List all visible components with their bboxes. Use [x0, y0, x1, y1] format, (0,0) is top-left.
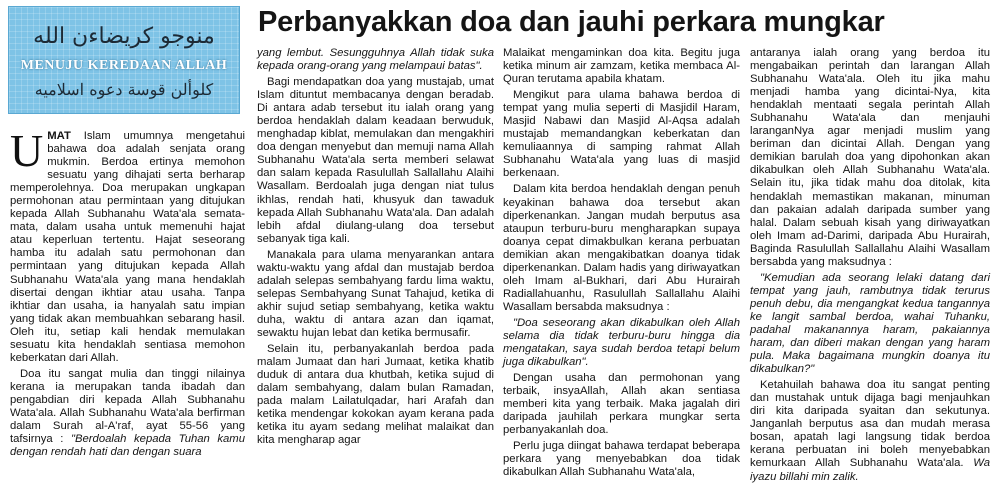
paragraph: Dalam kita berdoa hendaklah dengan penuh keyakinan bahawa doa tersebut akan diperkenankan. Jangan mudah berputus asa ataupun terburu-buru mengharapkan supaya doanya cepat dimakbulkan kerana perbuatan demikian akan mengakibatkan doanya tidak diperkenankan. Dalam hadis yang diriwayatkan oleh Imam al-Bukhari, dari Abu Hurairah Radiallahuanhu, Rasulullah Sallallahu Alaihi Wasallam bersabda maksudnya :: [503, 183, 740, 313]
paragraph-text: Islam umumnya mengetahui bahawa doa adalah senjata orang mukmin. Berdoa ertinya memohon sesuatu yang dihajati serta berharap memperolehnya. Doa merupakan ungkapan permohonan atau permintaan yang ditujukan kepada Allah Subhanahu Wata'ala semata-mata, dalam usaha untuk memenuhi hajat atau keperluan tertentu. Hajat seseorang hamba itu adalah satu permohonan dan permintaan yang ditujukan kepada Allah Subhanahu Wata'ala yang mana hendaklah disertai dengan ikhtiar atau usaha. Tanpa ikhtiar dan usaha, ia hanyalah satu impian yang tidak akan membuahkan sebarang hasil. Oleh itu, setiap kali hendak memulakan sesuatu kita hendaklah sentiasa memohon keberkatan dari Allah.: [10, 130, 246, 364]
quote-text: "Kemudian ada seorang lelaki datang dari tempat yang jauh, rambutnya tidak terurus penuh debu, dia mengangkat kedua tangannya ke langit sambal berdoa, wahai Tuhanku, padahal makanannya haram, pakaiannya haram, dan diberi makan dengan yang haram pula. Maka bagaimana mungkin doanya itu dikabulkan?": [750, 271, 990, 376]
closing-phrase: Wa iyazu billahi min zalik.: [750, 457, 990, 483]
quote-text: yang lembut. Sesungguhnya Allah tidak suka kepada orang-orang yang melampaui batas".: [257, 47, 494, 73]
paragraph: antaranya ialah orang yang berdoa itu mengabaikan perintah dan larangan Allah Subhanahu Wata'ala. Oleh itu jika mahu menjadi hamba yang dicintai-Nya, kita hendaklah mentaati segala perintah Allah Subhanahu Wata'ala dan menjauhi laranganNya agar menjadi muslim yang beriman dan dicintai Allah. Dengan yang demikian barulah doa yang dipohonkan akan dikabulkan oleh Allah Subhanahu Wata'ala. Selain itu, jika tidak mahu doa ditolak, kita hendaklah memastikan makanan, minuman dan pakaian adalah daripada sumber yang halal. Dalam sebuah kisah yang diriwayatkan oleh Imam ad-Darimi, daripada Abu Hurairah, Baginda Rasulullah Sallallahu Alaihi Wasallam bersabda yang maksudnya :: [750, 47, 990, 268]
article-headline: Perbanyakkan doa dan jauhi perkara mungkar: [258, 6, 885, 38]
drop-cap: U: [10, 125, 44, 176]
paragraph: Malaikat mengaminkan doa kita. Begitu juga ketika minum air zamzam, ketika membaca Al-Quran terutama apabila khatam.: [503, 47, 740, 86]
paragraph: Bagi mendapatkan doa yang mustajab, umat Islam dituntut membacanya dengan beradab. Di antara adab tersebut itu ialah orang yang berdoa hendaklah dalam keadaan berwuduk, menghadap kiblat, memulakan dan mengakhiri doa dengan menyebut dan memuji nama Allah Subhanahu Wata'ala serta memberi selawat dan salam kepada Rasulullah Sallallahu Alaihi Wasallam. Berdoalah juga dengan niat tulus ikhlas, rendah hati, khusyuk dan tawaduk kepada Allah Subhanahu Wata'ala. Dan adalah lebih afdal diulang-ulang doa tersebut sebanyak tiga kali.: [257, 76, 494, 245]
paragraph: [750, 379, 990, 483]
paragraph: Manakala para ulama menyarankan antara waktu-waktu yang afdal dan mustajab berdoa adalah selepas sembahyang fardu lima waktu, selepas Sembahyang Sunat Tahajud, ketika di akhir sujud setiap sembahyang, ketika waktu duha, waktu di antara azan dan iqamat, sewaktu hujan lebat dan ketika bermusafir.: [257, 248, 494, 339]
paragraph-text: Doa itu sangat mulia dan tinggi nilainya kerana ia merupakan tanda ibadah dan pengabdian diri kepada Allah Subhanahu Wata'ala. Allah Subhanahu Wata'ala berfirman dalam Surah al-A'raf, ayat 55-56 yang tafsirnya :: [10, 367, 245, 446]
paragraph: [10, 125, 246, 365]
paragraph: Mengikut para ulama bahawa berdoa di tempat yang mulia seperti di Masjidil Haram, Masjid Nabawi dan Masjid Al-Aqsa adalah mustajab memandangkan keberkatan dan kemuliaannya di samping rahmat Allah Subhanahu Wata'ala yang luas di masjid berkenaan.: [503, 89, 740, 180]
article-column-1: [10, 125, 246, 459]
quote-text: "Doa seseorang akan dikabulkan oleh Allah selama dia tidak terburu-buru hingga dia mengatakan, saya sudah berdoa tetapi belum juga dikabulkan".: [503, 316, 740, 369]
paragraph: [10, 368, 245, 459]
paragraph: Selain itu, perbanyakanlah berdoa pada malam Jumaat dan hari Jumaat, ketika khatib duduk di antara dua khutbah, ketika sujud di dalam sembahyang, dalam bulan Ramadan, pada malam Lailatulqadar, hari Arafah dan ketika mendengar kokokan ayam kerana pada ketika itu ayam sedang melihat malaikat dan kita mengharap agar: [257, 343, 494, 447]
quote-text: "Berdoalah kepada Tuhan kamu dengan rendah hati dan dengan suara: [10, 433, 246, 459]
lead-word: MAT: [47, 130, 71, 142]
paragraph-text: Ketahuilah bahawa doa itu sangat penting dan mustahak untuk dijaga bagi menjauhkan diri kita daripada syaitan dan sekutunya. Janganlah berputus asa dan mudah merasa bosan, apatah lagi langsung tidak berdoa kerana perbuatan ini boleh menyebabkan kemurkaan Allah Subhanahu Wata'ala.: [750, 379, 990, 470]
banner-arabic-subtitle: كلوألن قوسة دعوه اسلاميه: [34, 79, 214, 99]
banner-latin-title: MENUJU KEREDAAN ALLAH: [20, 57, 228, 73]
article-column-2: [257, 47, 494, 447]
paragraph: Perlu juga diingat bahawa terdapat beberapa perkara yang menyebabkan doa tidak dikabulkan Allah Subhanahu Wata'ala,: [503, 440, 740, 479]
column-banner: [8, 6, 240, 114]
article-column-4: [750, 47, 990, 484]
paragraph: Dengan usaha dan permohonan yang terbaik, insyaAllah, Allah akan sentiasa memberi kita yang terbaik. Maka jagalah diri daripada jauhilah perkara mungkar serta perbanyakanlah doa.: [503, 372, 740, 437]
banner-arabic-title: منوجو كريضاءن الله: [33, 23, 215, 49]
article-column-3: [503, 47, 740, 480]
